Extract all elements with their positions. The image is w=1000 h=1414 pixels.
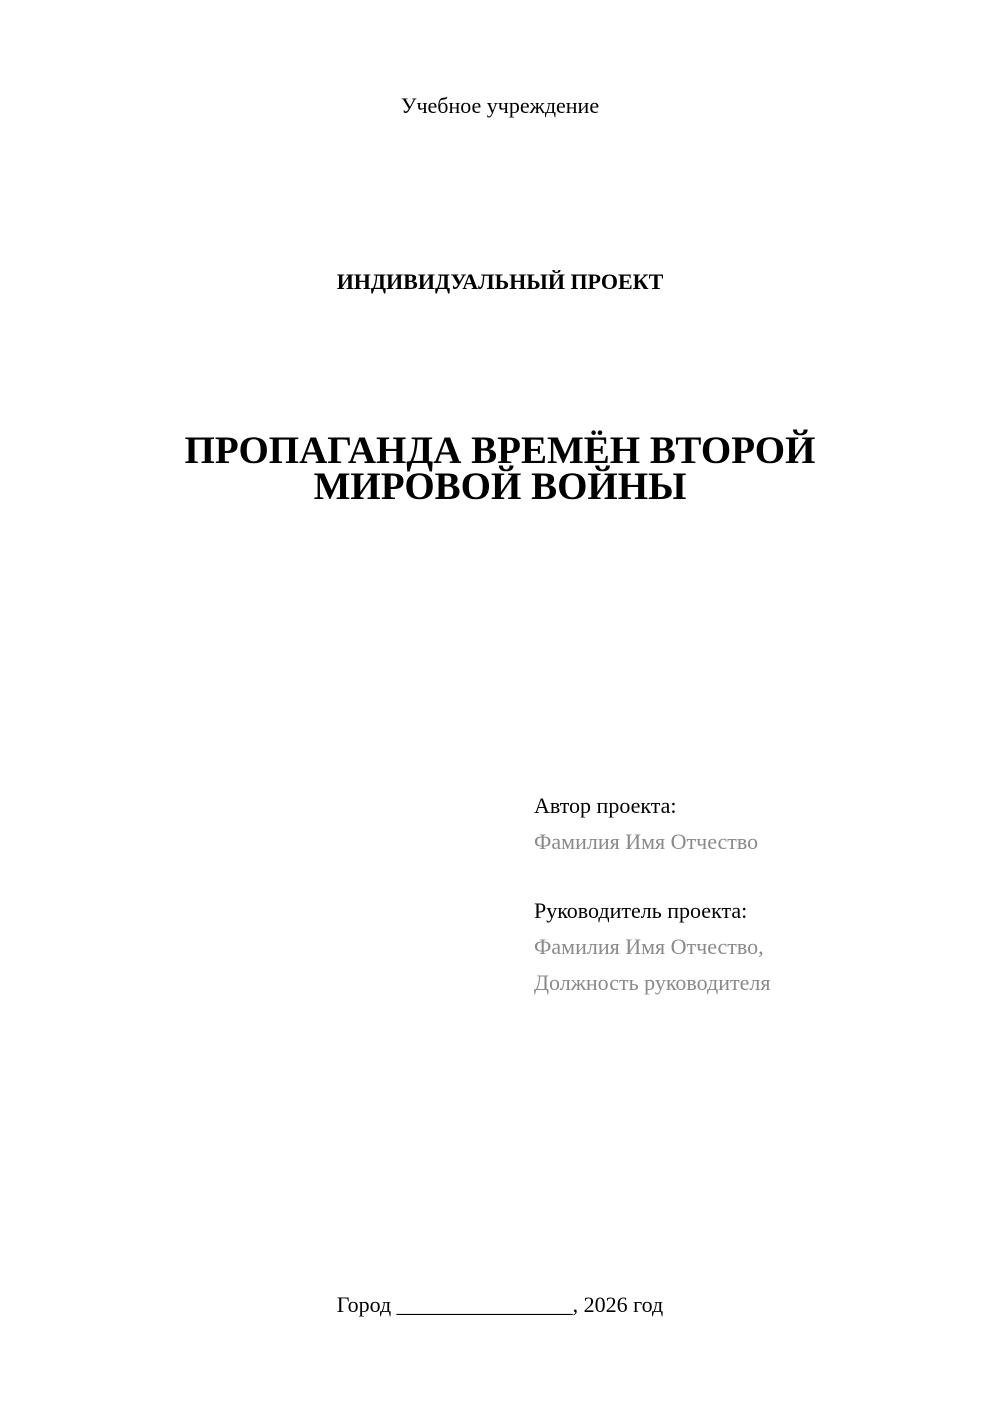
author-label: Автор проекта: (534, 793, 677, 818)
project-title (0, 429, 1000, 508)
institution-name: Учебное учреждение (400, 93, 600, 118)
supervisor-position: Должность руководителя (534, 970, 771, 995)
project-title-line-1: ПРОПАГАНДА ВРЕМЁН ВТОРОЙ (184, 429, 816, 472)
supervisor-name: Фамилия Имя Отчество, (534, 934, 764, 959)
document-type: ИНДИВИДУАЛЬНЫЙ ПРОЕКТ (336, 269, 664, 294)
project-info (534, 788, 974, 1001)
city-year-line: Город ________________, 2026 год (336, 1292, 664, 1317)
info-spacer (534, 860, 974, 893)
author-name: Фамилия Имя Отчество (534, 829, 759, 854)
supervisor-label: Руководитель проекта: (534, 898, 748, 923)
project-title-line-2: МИРОВОЙ ВОЙНЫ (313, 465, 687, 508)
